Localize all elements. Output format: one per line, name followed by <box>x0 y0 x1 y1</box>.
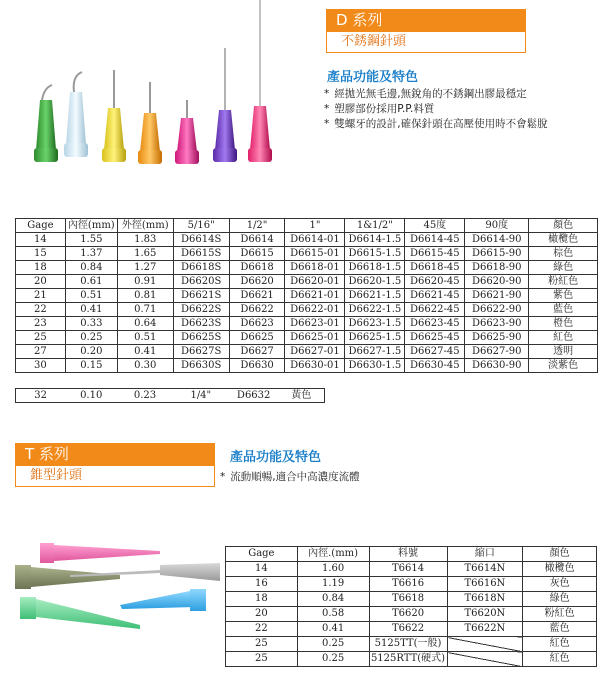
table-cell: D6625S <box>173 331 229 345</box>
table-cell: T6620N <box>447 607 523 622</box>
table-cell: D6620-90 <box>465 275 529 289</box>
t-features-list <box>220 470 360 485</box>
table-cell: 0.84 <box>65 261 117 275</box>
table-cell: D6618-45 <box>405 261 465 275</box>
table-cell: D6630-1.5 <box>345 359 405 373</box>
table-cell: D6623-90 <box>465 317 529 331</box>
table-cell: 0.25 <box>297 652 369 667</box>
table-cell: 0.41 <box>297 622 369 637</box>
table-cell: 20 <box>226 607 298 622</box>
table-cell: 紅色 <box>523 652 597 667</box>
table-cell: D6623-1.5 <box>345 317 405 331</box>
table-row <box>16 261 598 275</box>
table-cell: 0.25 <box>65 331 117 345</box>
table-row <box>226 592 597 607</box>
table-cell: D6621-90 <box>465 289 529 303</box>
table-cell <box>447 637 523 652</box>
table-cell: T6616N <box>447 577 523 592</box>
table-cell: D6623-45 <box>405 317 465 331</box>
table-cell: D6625-45 <box>405 331 465 345</box>
table-row <box>16 233 598 247</box>
table-cell: D6623 <box>229 317 285 331</box>
table-cell: T6618 <box>369 592 447 607</box>
table-cell: 粉紅色 <box>529 275 598 289</box>
table-cell: T6620 <box>369 607 447 622</box>
table-cell: 棕色 <box>529 247 598 261</box>
table-cell: T6614N <box>447 562 523 577</box>
d-series-needles-image <box>22 0 282 170</box>
table-cell: 0.23 <box>117 389 173 403</box>
table-row <box>16 389 325 403</box>
table-cell: 1/4" <box>173 389 229 403</box>
table-cell: D6620-01 <box>285 275 345 289</box>
table-cell: 0.84 <box>297 592 369 607</box>
table-row <box>16 289 598 303</box>
table-cell: 18 <box>226 592 298 607</box>
table-cell: D6621-01 <box>285 289 345 303</box>
table-cell: D6615-90 <box>465 247 529 261</box>
column-header: 外徑(mm) <box>117 219 173 233</box>
d-features-title: 產品功能及特色 <box>327 70 419 85</box>
table-cell: 0.58 <box>297 607 369 622</box>
table-cell: D6627 <box>229 345 285 359</box>
table-cell: 0.64 <box>117 317 173 331</box>
table-cell: 0.30 <box>117 359 173 373</box>
table-cell: D6621-1.5 <box>345 289 405 303</box>
d-series-spec-table <box>15 218 598 373</box>
table-cell: D6622-01 <box>285 303 345 317</box>
t-series-spec-table <box>225 546 597 667</box>
table-cell: D6622 <box>229 303 285 317</box>
t-series-title: T 系列 <box>15 443 215 465</box>
table-cell: D6622S <box>173 303 229 317</box>
table-row <box>226 652 597 667</box>
column-header: 顏色 <box>529 219 598 233</box>
table-cell: D6614-1.5 <box>345 233 405 247</box>
table-cell: D6627-45 <box>405 345 465 359</box>
table-row <box>226 577 597 592</box>
table-cell: 0.10 <box>65 389 117 403</box>
table-cell: 0.91 <box>117 275 173 289</box>
table-cell: 0.15 <box>65 359 117 373</box>
table-cell: D6620-1.5 <box>345 275 405 289</box>
column-header: 45度 <box>405 219 465 233</box>
table-cell: D6614-90 <box>465 233 529 247</box>
d-series-title: D 系列 <box>326 9 526 31</box>
table-cell: 18 <box>16 261 66 275</box>
table-cell: 5125RTT(硬式) <box>369 652 447 667</box>
table-cell: 1.65 <box>117 247 173 261</box>
table-cell: D6615-45 <box>405 247 465 261</box>
table-cell: D6618-1.5 <box>345 261 405 275</box>
table-cell: 20 <box>16 275 66 289</box>
table-cell: D6622-45 <box>405 303 465 317</box>
column-header: 縮口 <box>447 547 523 562</box>
table-cell: 藍色 <box>529 303 598 317</box>
table-cell: 粉紅色 <box>523 607 597 622</box>
d-feature-item: * 雙螺牙的設計,確保針頭在高壓使用時不會鬆脫 <box>324 117 548 132</box>
table-cell <box>447 652 523 667</box>
table-cell: 14 <box>16 233 66 247</box>
table-cell: 0.51 <box>65 289 117 303</box>
table-cell: 25 <box>226 652 298 667</box>
table-row <box>16 345 598 359</box>
table-cell: 25 <box>226 637 298 652</box>
table-cell: D6621S <box>173 289 229 303</box>
table-cell: D6614 <box>229 233 285 247</box>
table-cell: 淡紫色 <box>529 359 598 373</box>
table-cell: D6630 <box>229 359 285 373</box>
table-cell: 22 <box>16 303 66 317</box>
d-series-subtitle: 不銹鋼針頭 <box>326 31 526 53</box>
table-cell: D6620S <box>173 275 229 289</box>
table-cell: 0.61 <box>65 275 117 289</box>
table-cell: 0.41 <box>65 303 117 317</box>
table-cell: D6630-45 <box>405 359 465 373</box>
column-header: 5/16" <box>173 219 229 233</box>
table-cell: D6630-01 <box>285 359 345 373</box>
table-row <box>226 562 597 577</box>
table-cell: D6615S <box>173 247 229 261</box>
table-cell: D6618S <box>173 261 229 275</box>
table-cell: D6618 <box>229 261 285 275</box>
table-cell: 14 <box>226 562 298 577</box>
table-cell: 1.19 <box>297 577 369 592</box>
table-cell: 0.41 <box>117 345 173 359</box>
table-cell: D6622-1.5 <box>345 303 405 317</box>
table-cell: D6618-01 <box>285 261 345 275</box>
table-cell: D6632 <box>229 389 279 403</box>
table-cell: D6615 <box>229 247 285 261</box>
table-cell: 橄欖色 <box>523 562 597 577</box>
table-cell: D6625-1.5 <box>345 331 405 345</box>
table-cell: 1.37 <box>65 247 117 261</box>
table-header-row <box>16 219 598 233</box>
table-row <box>16 359 598 373</box>
table-row <box>16 247 598 261</box>
table-cell: 0.81 <box>117 289 173 303</box>
table-cell: 22 <box>226 622 298 637</box>
table-cell: 5125TT(一般) <box>369 637 447 652</box>
table-cell: D6630S <box>173 359 229 373</box>
table-row <box>16 275 598 289</box>
table-cell: D6627-01 <box>285 345 345 359</box>
table-cell: D6614-01 <box>285 233 345 247</box>
table-cell: 16 <box>226 577 298 592</box>
table-cell: D6618-90 <box>465 261 529 275</box>
table-cell: 1.55 <box>65 233 117 247</box>
table-cell: D6630-90 <box>465 359 529 373</box>
table-cell: D6615-1.5 <box>345 247 405 261</box>
table-cell: D6627-1.5 <box>345 345 405 359</box>
table-cell: T6616 <box>369 577 447 592</box>
table-cell: 紅色 <box>529 331 598 345</box>
table-cell: D6614-45 <box>405 233 465 247</box>
column-header: 1" <box>285 219 345 233</box>
column-header: 內徑(mm) <box>65 219 117 233</box>
table-cell: 0.20 <box>65 345 117 359</box>
table-row <box>226 622 597 637</box>
d-feature-item: * 塑膠部份採用P.P.料質 <box>324 102 548 117</box>
table-cell: D6615-01 <box>285 247 345 261</box>
table-cell: 藍色 <box>523 622 597 637</box>
table-cell: 綠色 <box>529 261 598 275</box>
table-cell: 0.33 <box>65 317 117 331</box>
table-cell: D6627S <box>173 345 229 359</box>
table-cell: D6620 <box>229 275 285 289</box>
table-cell: T6622 <box>369 622 447 637</box>
table-cell: 紫色 <box>529 289 598 303</box>
table-row <box>226 607 597 622</box>
table-cell: 0.25 <box>297 637 369 652</box>
table-cell: 30 <box>16 359 66 373</box>
column-header: 內徑.(mm) <box>297 547 369 562</box>
table-cell: 綠色 <box>523 592 597 607</box>
table-cell: D6620-45 <box>405 275 465 289</box>
table-cell: 紅色 <box>523 637 597 652</box>
table-cell: 橙色 <box>529 317 598 331</box>
t-feature-item: * 流動順暢,適合中高濃度流體 <box>220 470 360 485</box>
column-header: 顏色 <box>523 547 597 562</box>
table-cell: D6623S <box>173 317 229 331</box>
column-header: Gage <box>226 547 298 562</box>
table-row <box>16 317 598 331</box>
table-cell: D6625-90 <box>465 331 529 345</box>
column-header: 1/2" <box>229 219 285 233</box>
table-cell: T6614 <box>369 562 447 577</box>
table-row <box>16 303 598 317</box>
d-feature-item: * 經拋光無毛邊,無銳角的不銹鋼出膠最穩定 <box>324 87 548 102</box>
t-features-title: 產品功能及特色 <box>230 450 322 465</box>
table-cell: 0.71 <box>117 303 173 317</box>
table-cell: T6618N <box>447 592 523 607</box>
table-cell: D6627-90 <box>465 345 529 359</box>
table-cell: 1.83 <box>117 233 173 247</box>
table-cell: D6622-90 <box>465 303 529 317</box>
table-cell: 32 <box>16 389 66 403</box>
table-cell: D6625-01 <box>285 331 345 345</box>
table-row <box>226 637 597 652</box>
table-cell: T6622N <box>447 622 523 637</box>
table-cell: 0.51 <box>117 331 173 345</box>
table-cell: 25 <box>16 331 66 345</box>
table-cell: D6614S <box>173 233 229 247</box>
table-cell: 27 <box>16 345 66 359</box>
t-series-subtitle: 錐型針頭 <box>15 465 215 487</box>
table-cell: 黃色 <box>279 389 325 403</box>
column-header: 90度 <box>465 219 529 233</box>
column-header: 1&1/2" <box>345 219 405 233</box>
column-header: 料號 <box>369 547 447 562</box>
table-cell: 21 <box>16 289 66 303</box>
table-cell: D6625 <box>229 331 285 345</box>
table-cell: 1.27 <box>117 261 173 275</box>
table-cell: 透明 <box>529 345 598 359</box>
table-cell: 23 <box>16 317 66 331</box>
table-cell: 橄欖色 <box>529 233 598 247</box>
table-cell: D6623-01 <box>285 317 345 331</box>
column-header: Gage <box>16 219 66 233</box>
t-series-tapered-tips-image <box>10 535 235 655</box>
d-series-gage32-table <box>15 388 325 403</box>
table-header-row <box>226 547 597 562</box>
table-cell: D6621-45 <box>405 289 465 303</box>
table-cell: 15 <box>16 247 66 261</box>
table-cell: 灰色 <box>523 577 597 592</box>
table-cell: 1.60 <box>297 562 369 577</box>
table-cell: D6621 <box>229 289 285 303</box>
table-row <box>16 331 598 345</box>
d-features-list <box>324 87 548 132</box>
